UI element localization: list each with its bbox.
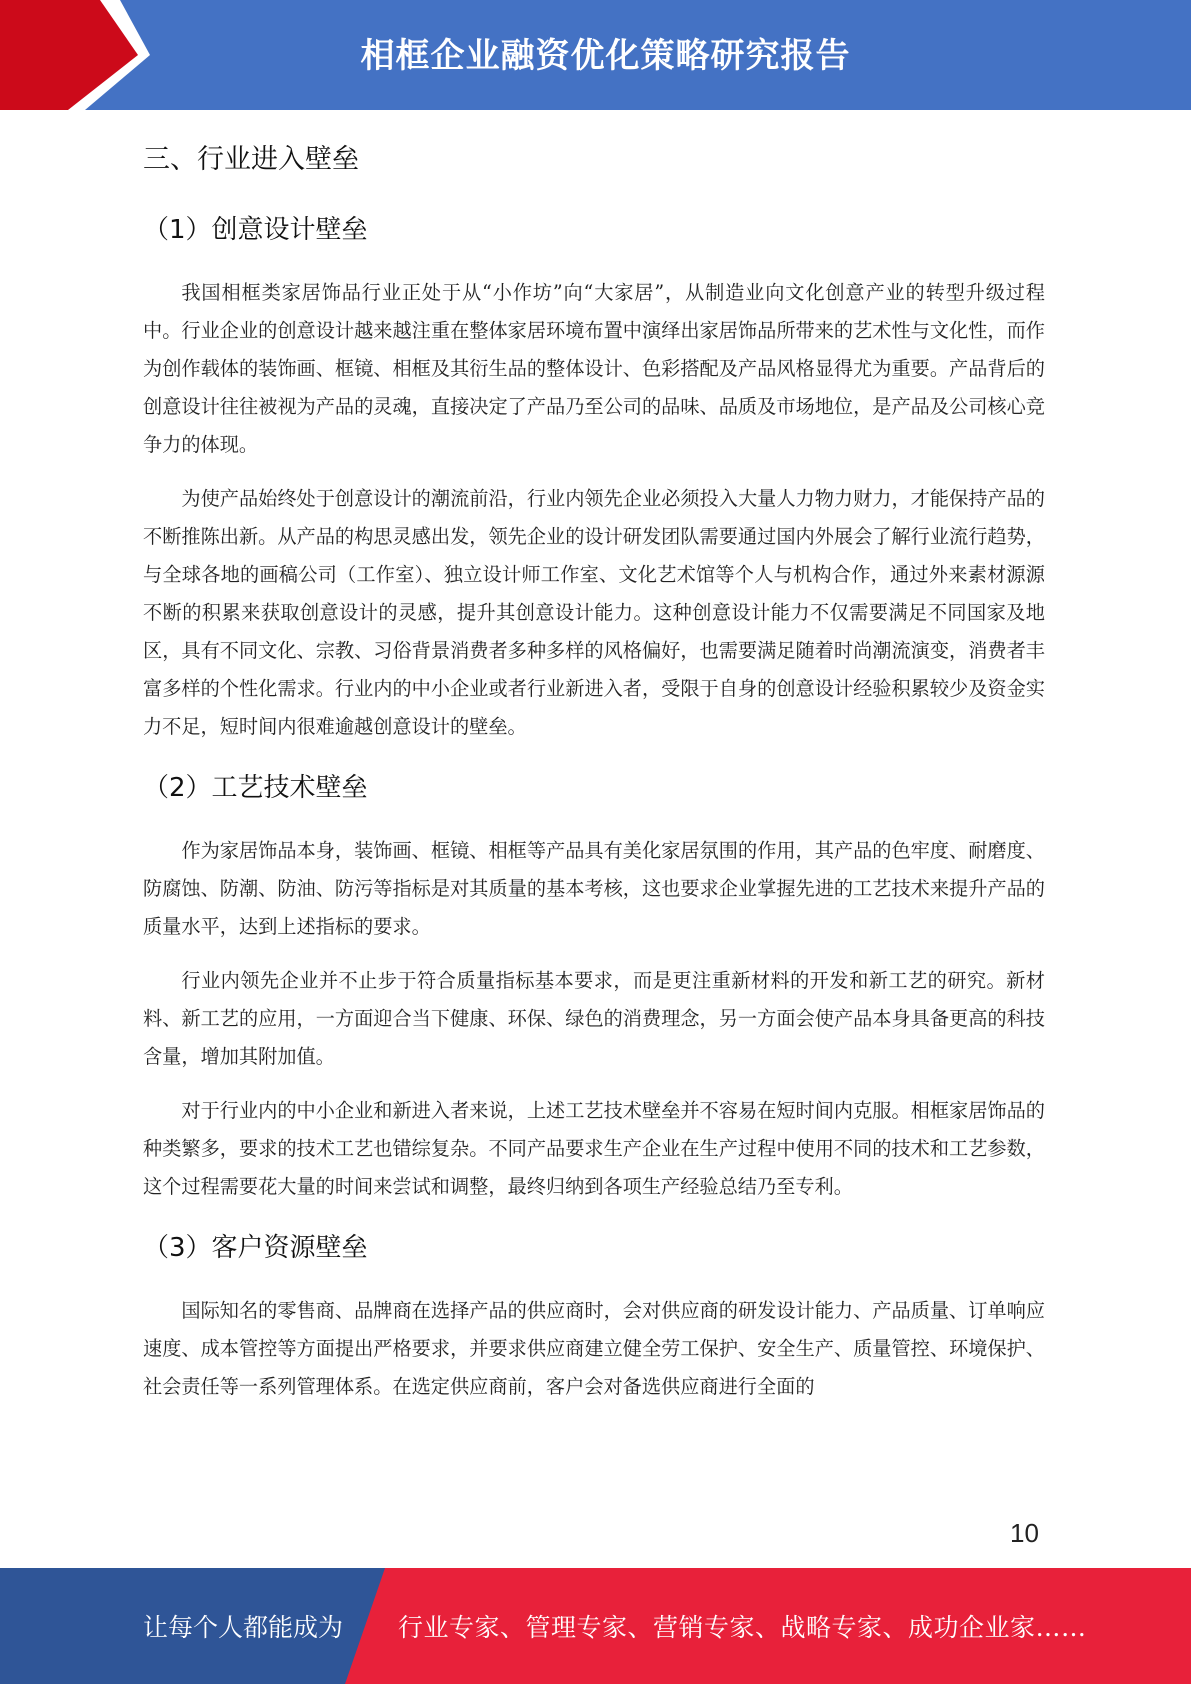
subsection-heading-process-technology: （2）工艺技术壁垒 bbox=[143, 773, 368, 803]
paragraph: 对于行业内的中小企业和新进入者来说，上述工艺技术壁垒并不容易在短时间内克服。相框家居饰品的种类繁多，要求的技术工艺也错综复杂。不同产品要求生产企业在生产过程中使用不同的技术和工艺参数，这个过程需要花大量的时间来尝试和调整，最终归纳到各项生产经验总结乃至专利。 bbox=[143, 1099, 1045, 1198]
paragraph: 行业内领先企业并不止步于符合质量指标基本要求，而是更注重新材料的开发和新工艺的研究。新材料、新工艺的应用，一方面迎合当下健康、环保、绿色的消费理念，另一方面会使产品本身具备更高的科技含量，增加其附加值。 bbox=[143, 969, 1045, 1068]
report-title: 相框企业融资优化策略研究报告 bbox=[360, 36, 851, 76]
subsection-heading-creative-design: （1）创意设计壁垒 bbox=[143, 215, 368, 245]
paragraph: 国际知名的零售商、品牌商在选择产品的供应商时，会对供应商的研发设计能力、产品质量、订单响应速度、成本管控等方面提出严格要求，并要求供应商建立健全劳工保护、安全生产、质量管控、环境保护、社会责任等一系列管理体系。在选定供应商前，客户会对备选供应商进行全面的 bbox=[143, 1299, 1045, 1398]
page-number: 10 bbox=[1010, 1518, 1039, 1548]
footer-slogan-right: 行业专家、管理专家、营销专家、战略专家、成功企业家…… bbox=[398, 1613, 1087, 1642]
page-footer bbox=[0, 1568, 1191, 1684]
paragraph: 我国相框类家居饰品行业正处于从“小作坊”向“大家居”，从制造业向文化创意产业的转型升级过程中。行业企业的创意设计越来越注重在整体家居环境布置中演绎出家居饰品所带来的艺术性与文化性，而作为创作载体的装饰画、框镜、相框及其衍生品的整体设计、色彩搭配及产品风格显得尤为重要。产品背后的创意设计往往被视为产品的灵魂，直接决定了产品乃至公司的品味、品质及市场地位，是产品及公司核心竞争力的体现。 bbox=[143, 281, 1045, 456]
paragraph: 作为家居饰品本身，装饰画、框镜、相框等产品具有美化家居氛围的作用，其产品的色牢度、耐磨度、防腐蚀、防潮、防油、防污等指标是对其质量的基本考核，这也要求企业掌握先进的工艺技术来提升产品的质量水平，达到上述指标的要求。 bbox=[143, 839, 1045, 938]
page-header bbox=[0, 0, 1191, 110]
paragraph: 为使产品始终处于创意设计的潮流前沿，行业内领先企业必须投入大量人力物力财力，才能保持产品的不断推陈出新。从产品的构思灵感出发，领先企业的设计研发团队需要通过国内外展会了解行业流行趋势，与全球各地的画稿公司（工作室）、独立设计师工作室、文化艺术馆等个人与机构合作，通过外来素材源源不断的积累来获取创意设计的灵感，提升其创意设计能力。这种创意设计能力不仅需要满足不同国家及地区，具有不同文化、宗教、习俗背景消费者多种多样的风格偏好，也需要满足随着时尚潮流演变，消费者丰富多样的个性化需求。行业内的中小企业或者行业新进入者，受限于自身的创意设计经验积累较少及资金实力不足，短时间内很难逾越创意设计的壁垒。 bbox=[143, 487, 1045, 738]
page-content bbox=[143, 120, 1045, 1406]
subsection-heading-customer-resources: （3）客户资源壁垒 bbox=[143, 1233, 368, 1263]
section-heading: 三、行业进入壁垒 bbox=[143, 144, 359, 175]
footer-slogan-left: 让每个人都能成为 bbox=[143, 1613, 344, 1642]
